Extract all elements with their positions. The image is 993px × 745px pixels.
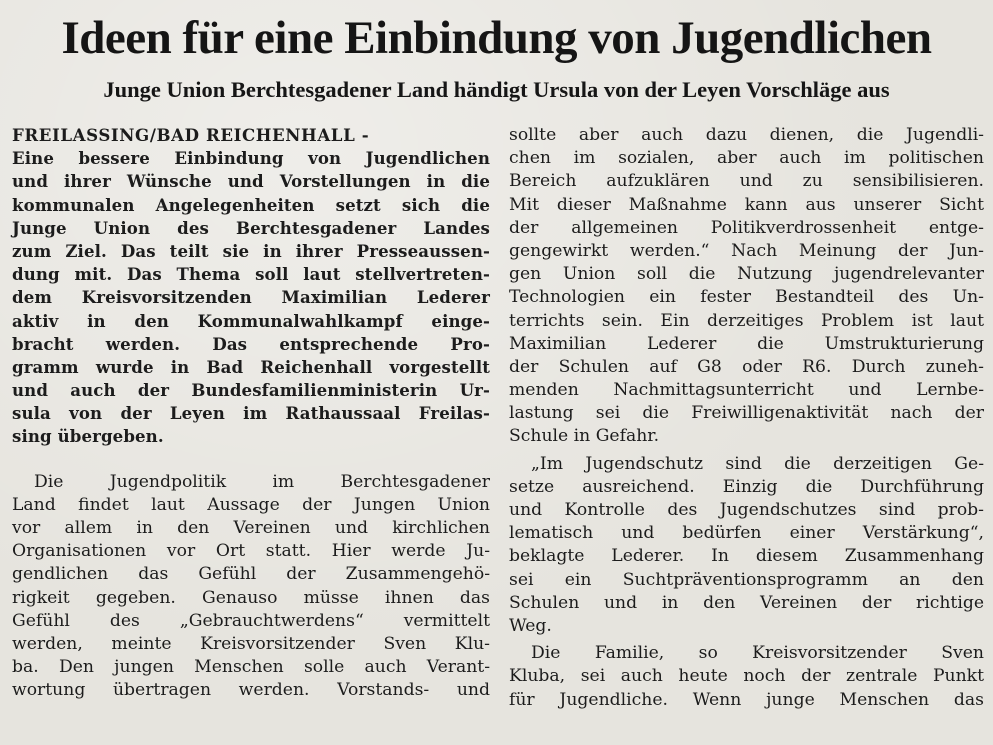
body-line: lematisch und bedürfen einer Verstärkung“, <box>509 523 984 544</box>
body-line: Bereich aufzuklären und zu sensibilisieren. <box>509 171 984 192</box>
dateline: FREILASSING/BAD REICHENHALL - <box>12 125 370 145</box>
lead-line: kommunalen Angelegenheiten setzt sich die <box>12 194 490 215</box>
body-line: chen im sozialen, aber auch im politischen <box>509 148 984 169</box>
body-line: Die Familie, so Kreisvorsitzender Sven <box>531 643 984 664</box>
lead-line: sing übergeben. <box>12 426 164 447</box>
lead-line: bracht werden. Das entsprechende Pro- <box>12 333 490 354</box>
paragraph-spacer <box>12 449 490 471</box>
body-line: der Schulen auf G8 oder R6. Durch zuneh- <box>509 356 984 377</box>
body-line: rigkeit gegeben. Genauso müsse ihnen das <box>12 587 490 608</box>
lead-line: Junge Union des Berchtesgadener Landes <box>12 217 490 238</box>
body-paragraph <box>509 124 984 449</box>
body-line: gendlichen das Gefühl der Zusammengehö- <box>12 564 490 585</box>
body-line: für Jugendliche. Wenn junge Menschen das <box>509 689 984 710</box>
lead-line: zum Ziel. Das teilt sie in ihrer Presseaussen- <box>12 240 490 261</box>
body-line: sei ein Suchtpräventionsprogramm an den <box>509 569 984 590</box>
lead-line: aktiv in den Kommunalwahlkampf einge- <box>12 310 490 331</box>
body-line: „Im Jugendschutz sind die derzeitigen Ge- <box>531 453 984 474</box>
lead-line: Eine bessere Einbindung von Jugendlichen <box>12 148 490 169</box>
body-line: sollte aber auch dazu dienen, die Jugendli- <box>509 125 984 145</box>
lead-line: dem Kreisvorsitzenden Maximilian Lederer <box>12 287 490 308</box>
body-line: Organisationen vor Ort statt. Hier werde Ju- <box>12 541 490 562</box>
body-line: der allgemeinen Politikverdrossenheit entge- <box>509 217 984 238</box>
body-paragraph <box>509 642 984 712</box>
lead-line: und auch der Bundesfamilienministerin Ur- <box>12 380 490 401</box>
body-line: gengewirkt werden.“ Nach Meinung der Jun- <box>509 240 984 261</box>
body-line: wortung übertragen werden. Vorstands- und <box>12 680 490 701</box>
lead-paragraph <box>12 124 490 449</box>
body-line: lastung sei die Freiwilligenaktivität nach der <box>509 403 984 424</box>
body-paragraph <box>12 471 490 703</box>
body-line: Mit dieser Maßnahme kann aus unserer Sicht <box>509 194 984 215</box>
article-headline: Ideen für eine Einbindung von Jugendlichen <box>61 12 932 64</box>
body-line: Technologien ein fester Bestandteil des Un- <box>509 287 984 308</box>
body-line: terrichts sein. Ein derzeitiges Problem ist laut <box>509 310 984 331</box>
body-line: Maximilian Lederer die Umstrukturierung <box>509 333 984 354</box>
lead-line: gramm wurde in Bad Reichenhall vorgestellt <box>12 356 490 377</box>
right-column <box>509 124 984 712</box>
body-line: werden, meinte Kreisvorsitzender Sven Klu- <box>12 633 490 654</box>
body-line: Die Jugendpolitik im Berchtesgadener <box>34 471 490 492</box>
body-paragraph <box>509 453 984 639</box>
body-line: beklagte Lederer. In diesem Zusammenhang <box>509 546 984 567</box>
body-line: Kluba, sei auch heute noch der zentrale Punkt <box>509 666 984 687</box>
body-line: ba. Den jungen Menschen solle auch Verant- <box>12 657 490 678</box>
lead-line: dung mit. Das Thema soll laut stellvertreten- <box>12 264 490 285</box>
left-column <box>12 124 490 703</box>
body-line: setze ausreichend. Einzig die Durchführung <box>509 476 984 497</box>
body-line: Schulen und in den Vereinen der richtige <box>509 592 984 613</box>
lead-line: sula von der Leyen im Rathaussaal Freilas- <box>12 403 490 424</box>
body-line: Schule in Gefahr. <box>509 426 660 447</box>
lead-line: und ihrer Wünsche und Vorstellungen in die <box>12 171 490 192</box>
body-line: gen Union soll die Nutzung jugendrelevanter <box>509 264 984 285</box>
body-line: Gefühl des „Gebrauchtwerdens“ vermittelt <box>12 610 490 631</box>
body-line: menden Nachmittagsunterricht und Lernbe- <box>509 380 984 401</box>
body-line: Weg. <box>509 615 552 636</box>
body-line: Land findet laut Aussage der Jungen Union <box>12 494 490 515</box>
article-subheadline: Junge Union Berchtesgadener Land händigt Ursula von der Leyen Vorschläge aus <box>103 77 890 102</box>
body-line: vor allem in den Vereinen und kirchlichen <box>12 518 490 538</box>
body-line: und Kontrolle des Jugendschutzes sind prob- <box>509 500 984 520</box>
